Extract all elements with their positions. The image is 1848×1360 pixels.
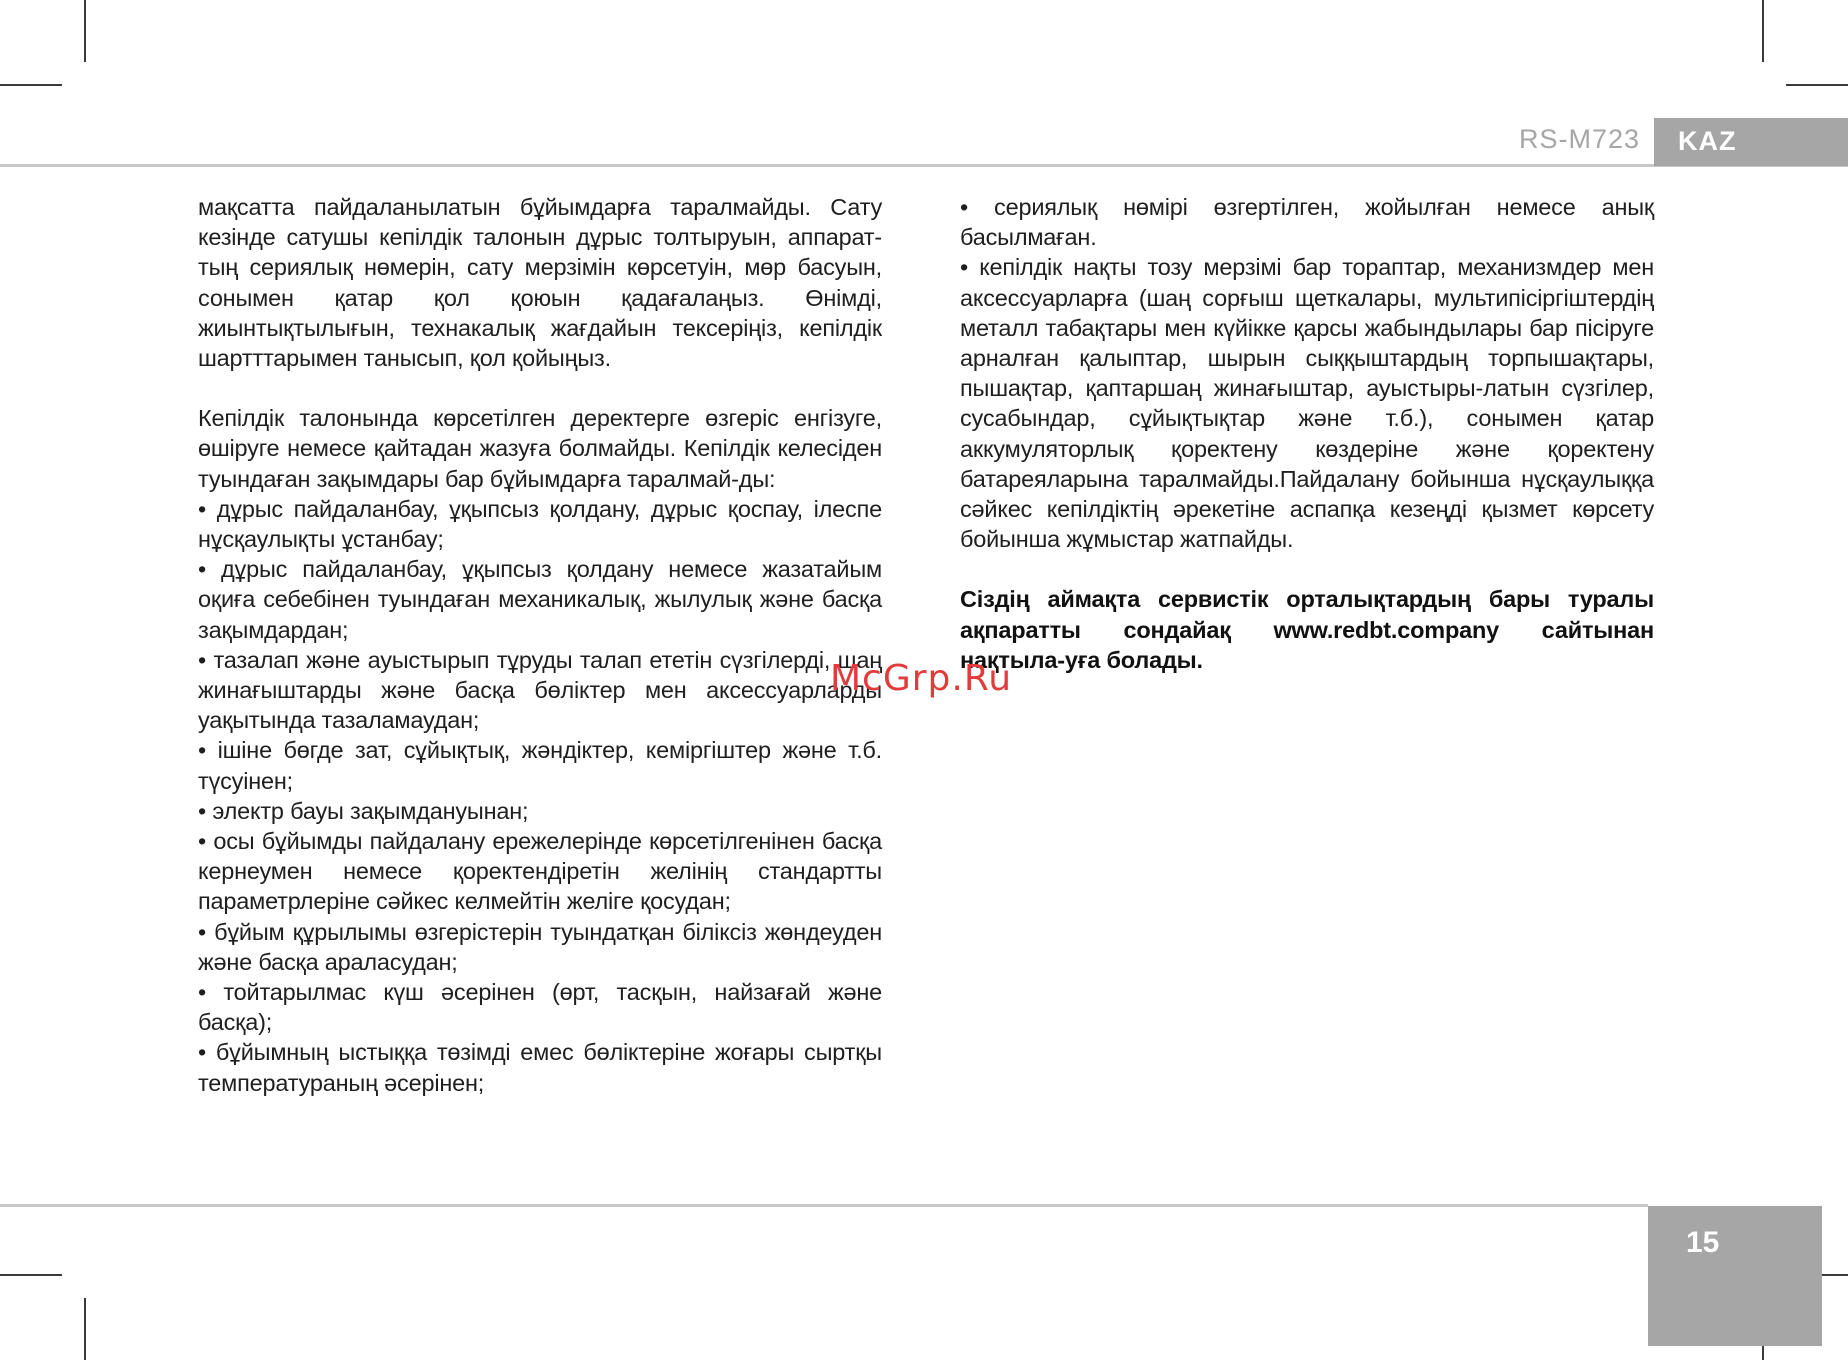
- bullet-item: • дұрыс пайдаланбау, ұқыпсыз қолдану, дұрыс қоспау, ілеспе нұсқаулықты ұстанбау;: [198, 495, 882, 553]
- bullet-item: • бұйымның ыстыққа төзімді емес бөліктеріне жоғары сыртқы температураның әсерінен;: [198, 1039, 882, 1096]
- bullet-item: • ішіне бөгде зат, сұйықтық, жәндіктер, кеміргіштер және т.б. түсуінен;: [198, 737, 882, 794]
- bullet-item: • дұрыс пайдаланбау, ұқыпсыз қолдану немесе жазатайым оқиға себебінен туындаған механикалық, жылулық және басқа зақымдардан;: [198, 556, 882, 643]
- bullet-item: • тазалап және ауыстырып тұруды талап ететін сүзгілерді, шаң жинағыштарды және басқа бөліктер мен аксессуарларды уақытында тазаламаудан;: [198, 646, 882, 734]
- right-column: [960, 192, 1654, 675]
- watermark-text: McGrp.Ru: [830, 658, 1013, 699]
- bullet-item: • бұйым құрылымы өзгерістерін туындатқан біліксіз жөндеуден және басқа араласудан;: [198, 918, 882, 975]
- crop-mark-bottom-left-vertical: [84, 1298, 86, 1360]
- bullet-item: • кепілдік нақты тозу мерзімі бар тораптар, механизмдер мен аксессуарларға (шаң сорғыш щеткалары, мультипісіргіштердің металл табақтары мен күйікке қарсы жабындылары бар пісіруге арналған қалыптар, шырын сыққыштардың торпышақтары, пышақтар, қаптаршаң жинағыштар, ауыстыры-латын сүзгілер, сусабындар, сұйықтықтар және т.б.), сонымен қатар аккумуляторлық қоректену көздеріне және қоректену батареяларына таралмайды.Пайдалану бойынша нұсқаулыққа сәйкес кепілдіктің әрекетіне аспапқа кезеңді қызмет көрсету бойынша жұмыстар жатпайды.: [960, 254, 1654, 553]
- bullet-item: • сериялық нөмірі өзгертілген, жойылған немесе анық басылмаған.: [960, 194, 1654, 251]
- paragraph: мақсатта пайдаланылатын бұйымдарға таралмайды. Сату кезінде сатушы кепілдік талонын дұрыс толтыруын, аппарат-тың сериялық нөмерін, сату мерзімін көрсетуін, мөр басуын, сонымен қатар қол қоюын қадағалаңыз. Өнімді, жиынтықтылығын, технакалық жағдайын тексеріңіз, кепілдік шартттарымен танысып, қол қойыңыз.: [198, 194, 882, 372]
- page-number-tab: [1648, 1206, 1822, 1346]
- crop-mark-top-left-vertical: [84, 0, 86, 62]
- paragraph: Кепілдік талонында көрсетілген деректерге өзгеріс енгізуге, өшіруге немесе қайтадан жазуға болмайды. Кепілдік келесіден туындаған зақымдары бар бұйымдарға таралмай-ды:: [198, 405, 882, 492]
- bullet-item: • тойтарылмас күш әсерінен (өрт, тасқын, найзағай және басқа);: [198, 979, 882, 1036]
- bullet-item: • осы бұйымды пайдалану ережелерінде көрсетілгенінен басқа кернеумен немесе қоректендіретін желінің стандартты параметрлеріне сәйкес келмейтін желіге қосудан;: [198, 828, 882, 915]
- header-rule: [0, 164, 1848, 167]
- bullet-item: • электр бауы зақымдануынан;: [198, 797, 529, 824]
- crop-mark-top-right-horizontal: [1786, 84, 1848, 86]
- footer-rule: [0, 1204, 1648, 1207]
- page-number: 15: [1686, 1226, 1720, 1259]
- language-tab: [1654, 118, 1848, 166]
- service-center-note: Сіздің аймақта сервистік орталықтардың бары туралы ақпаратты сондайақ www.redbt.company сайтынан нақтыла-уға болады.: [960, 586, 1654, 673]
- model-label: RS-M723: [1518, 124, 1640, 154]
- crop-mark-bottom-left-horizontal: [0, 1274, 62, 1276]
- left-column: [198, 192, 882, 1098]
- crop-mark-top-left-horizontal: [0, 84, 62, 86]
- crop-mark-top-right-vertical: [1762, 0, 1764, 62]
- language-label: KAZ: [1678, 126, 1737, 156]
